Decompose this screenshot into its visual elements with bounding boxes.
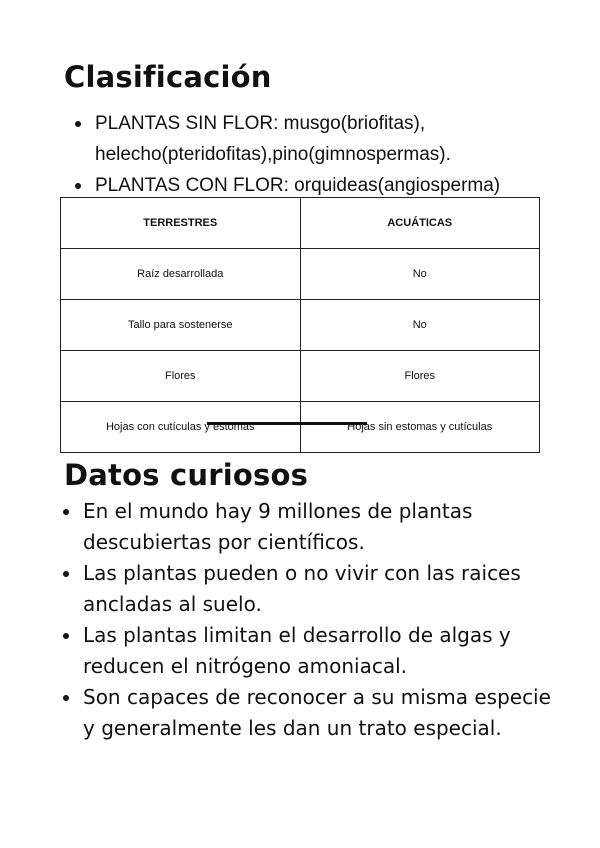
table-cell: Tallo para sostenerse bbox=[61, 300, 301, 351]
table-cell: Flores bbox=[300, 351, 540, 402]
list-item: Las plantas limitan el desarrollo de algas y reducen el nitrógeno amoniacal. bbox=[83, 620, 553, 682]
table-cell: Raíz desarrollada bbox=[61, 249, 301, 300]
table-cell: No bbox=[300, 300, 540, 351]
table-row bbox=[61, 402, 540, 453]
strikethrough-line bbox=[207, 422, 367, 425]
clasificacion-list bbox=[95, 108, 585, 201]
datos-curiosos-list bbox=[83, 496, 553, 744]
table-row bbox=[61, 249, 540, 300]
list-item: En el mundo hay 9 millones de plantas descubiertas por científicos. bbox=[83, 496, 553, 558]
list-item: Las plantas pueden o no vivir con las raices ancladas al suelo. bbox=[83, 558, 553, 620]
comparison-table bbox=[60, 197, 540, 453]
header-terrestres: TERRESTRES bbox=[61, 198, 301, 249]
table-row bbox=[61, 300, 540, 351]
list-item: Son capaces de reconocer a su misma especie y generalmente les dan un trato especial. bbox=[83, 682, 553, 744]
list-item: PLANTAS SIN FLOR: musgo(briofitas), helecho(pteridofitas),pino(gimnospermas). bbox=[95, 108, 585, 170]
table-cell: Hojas sin estomas y cutículas bbox=[300, 402, 540, 453]
section-title-datos-curiosos: Datos curiosos bbox=[64, 458, 309, 492]
section-title-clasificacion: Clasificación bbox=[64, 60, 272, 94]
table-cell: Hojas con cutículas y estomas bbox=[61, 402, 301, 453]
table-header-row bbox=[61, 198, 540, 249]
table-cell: No bbox=[300, 249, 540, 300]
table-row bbox=[61, 351, 540, 402]
table-cell: Flores bbox=[61, 351, 301, 402]
list-item: PLANTAS CON FLOR: orquideas(angiosperma) bbox=[95, 170, 585, 201]
header-acuaticas: ACUÁTICAS bbox=[300, 198, 540, 249]
